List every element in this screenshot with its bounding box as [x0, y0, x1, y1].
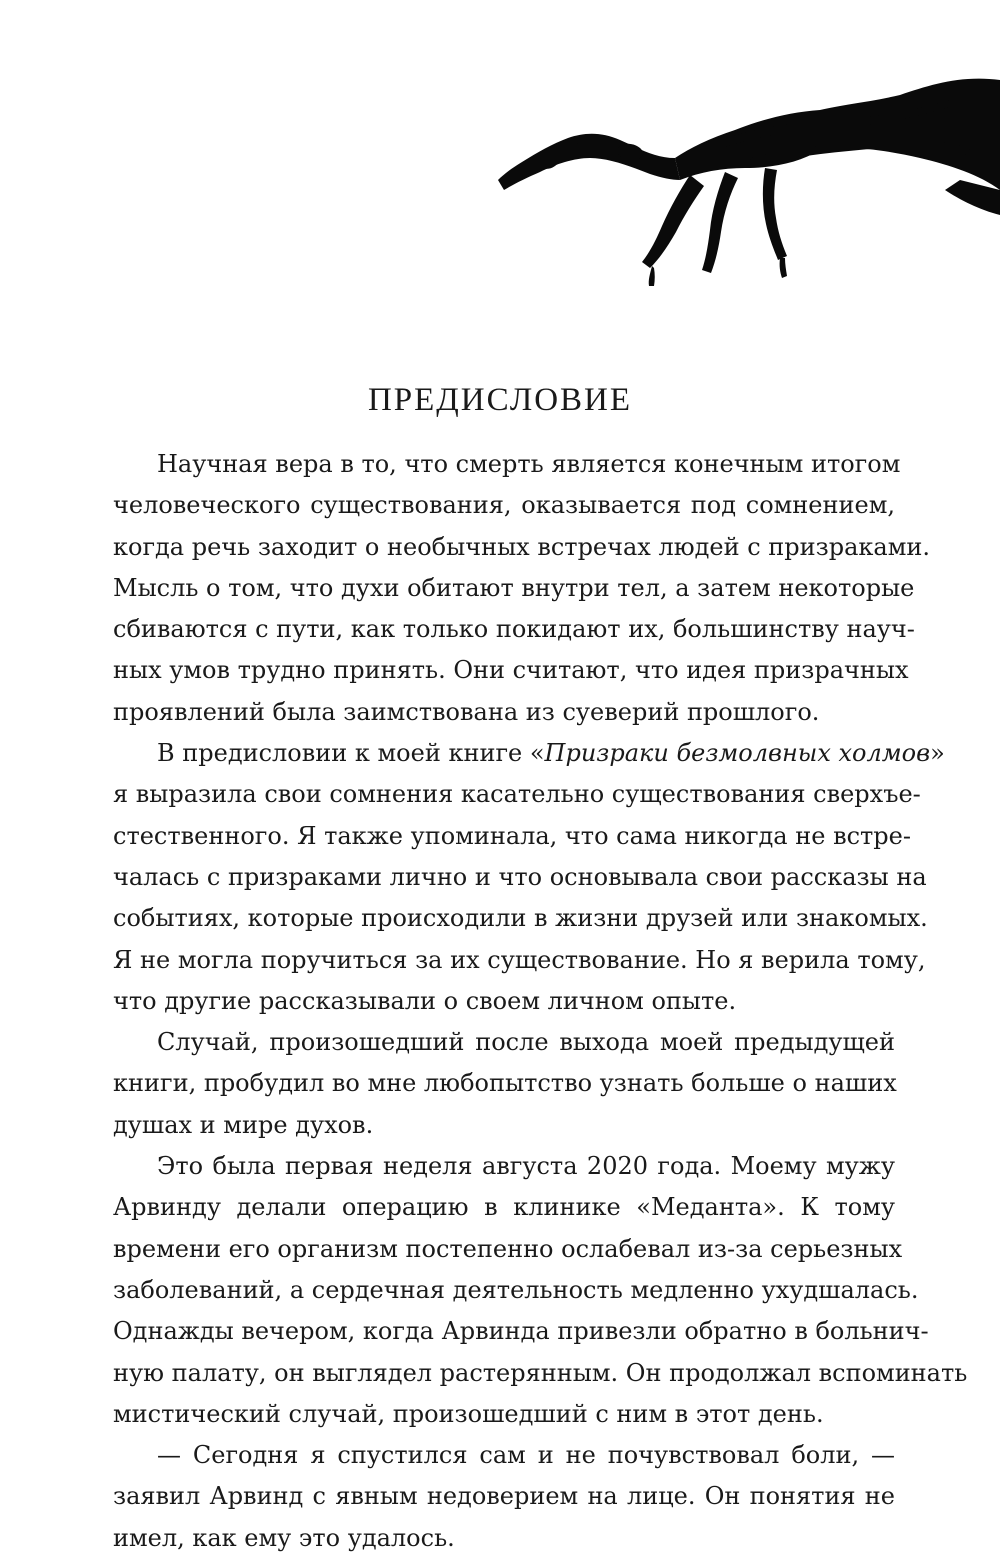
text-line: мистический случай, произошедший с ним в этот день. [113, 1399, 824, 1428]
paragraph-3 [113, 1022, 895, 1146]
text-line: что другие рассказывали о своем личном опыте. [113, 986, 737, 1015]
body-text [113, 444, 968, 1559]
text-line: Научная вера в то, что смерть является конечным итогом [157, 450, 901, 478]
text-line: имел, как ему это удалось. [113, 1523, 455, 1552]
text-line: когда речь заходит о необычных встречах людей с призраками. [113, 532, 931, 561]
text-line: проявлений была заимствована из суеверий прошлого. [113, 697, 820, 726]
paragraph-1 [113, 444, 931, 733]
text-line: Однажды вечером, когда Арвинда привезли обратно в больнич- [113, 1317, 929, 1346]
text-line: Это была первая неделя августа 2020 года. Моему мужу [157, 1152, 895, 1181]
text-line: Я не могла поручиться за их существование. Но я верила тому, [113, 945, 926, 974]
text-line: Арвинду делали операцию в клинике «Меданта». К тому [113, 1193, 895, 1222]
paragraph-5 [113, 1435, 895, 1559]
text-line: книги, пробудил во мне любопытство узнать больше о наших [113, 1069, 897, 1098]
text-line: человеческого существования, оказывается под сомнением, [113, 491, 895, 520]
text-line: — Сегодня я спустился сам и не почувствовал боли, — [157, 1441, 895, 1470]
text-line: стественного. Я также упоминала, что сама никогда не встре- [113, 821, 911, 850]
paragraph-4 [113, 1146, 968, 1435]
text-line: Мысль о том, что духи обитают внутри тел, а затем некоторые [113, 573, 915, 602]
text-line: заявил Арвинд с явным недоверием на лице. Он понятия не [113, 1482, 895, 1511]
text-line: сбиваются с пути, как только покидают их, большинству науч- [113, 615, 915, 644]
text-line: Случай, произошедший после выхода моей предыдущей [157, 1028, 895, 1057]
text-line: я выразила свои сомнения касательно существования сверхъе- [113, 780, 921, 809]
text-line: времени его организм постепенно ослабевал из-за серьезных [113, 1234, 903, 1263]
page-title: ПРЕДИСЛОВИЕ [367, 382, 633, 418]
text-fragment: В предисловии к моей книге « [157, 739, 545, 768]
text-line: душах и мире духов. [113, 1110, 374, 1139]
text-line-with-book-title [113, 733, 945, 774]
paragraph-2 [113, 733, 945, 1022]
text-fragment: » [930, 739, 945, 768]
text-line: ных умов трудно принять. Они считают, что идея призрачных [113, 656, 909, 685]
skeletal-hand-icon [490, 40, 1000, 290]
skeletal-hand-illustration [490, 40, 1000, 290]
text-line: чалась с призраками лично и что основывала свои рассказы на [113, 862, 927, 891]
text-line: заболеваний, а сердечная деятельность медленно ухудшалась. [113, 1275, 919, 1304]
text-line: событиях, которые происходили в жизни друзей или знакомых. [113, 904, 928, 933]
book-title: Призраки безмолвных холмов [544, 739, 931, 768]
text-line: ную палату, он выглядел растерянным. Он продолжал вспоминать [113, 1358, 968, 1387]
